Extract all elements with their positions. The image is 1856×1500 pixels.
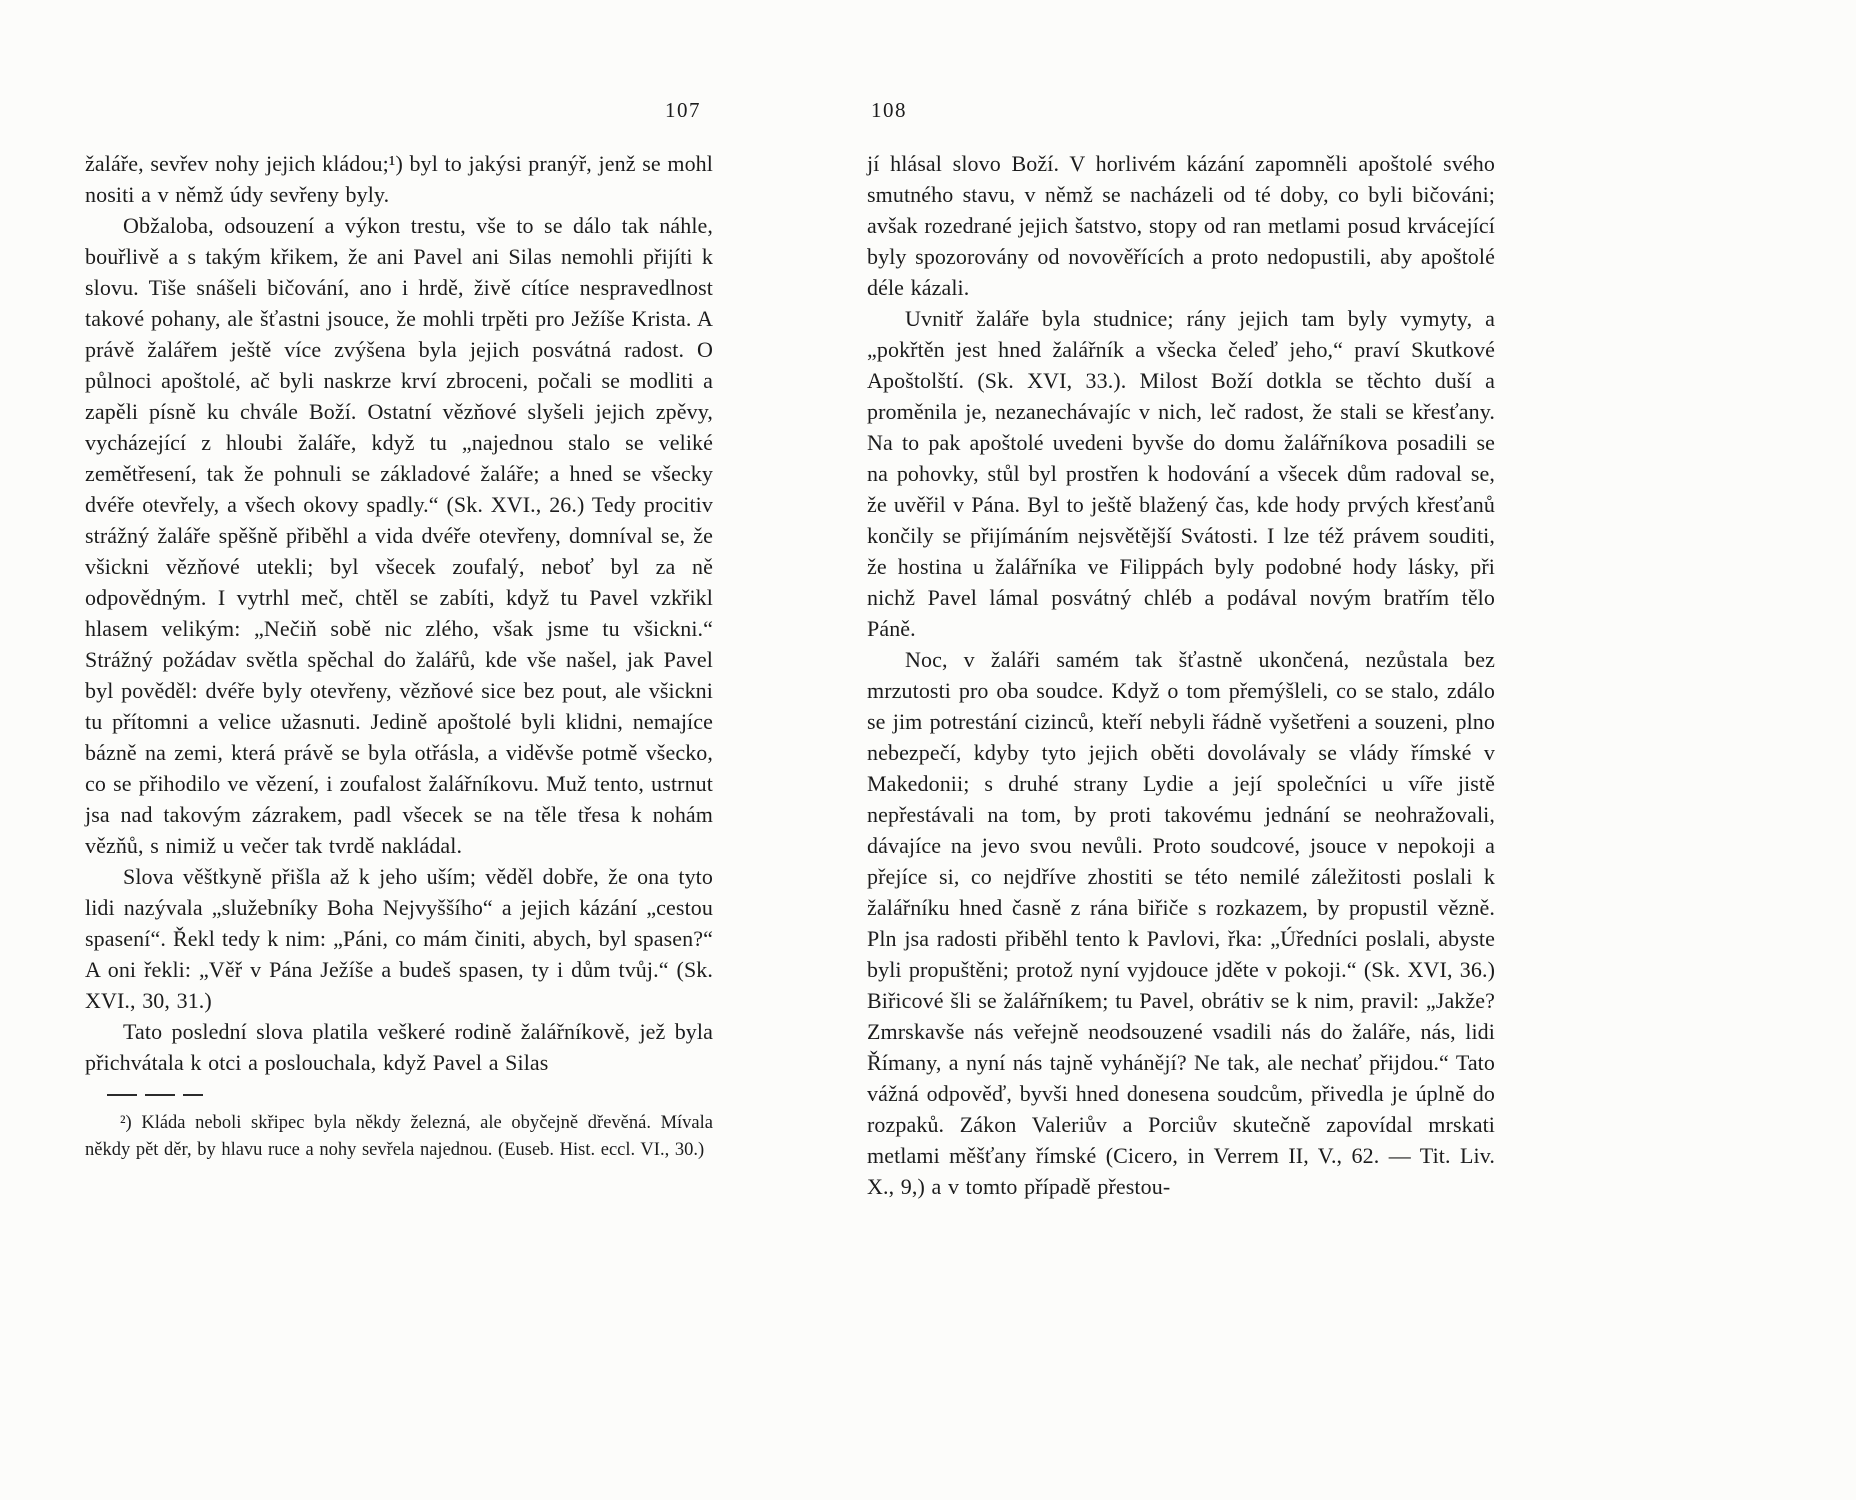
page-108 (867, 98, 1495, 1202)
page-107 (85, 98, 713, 1164)
body-paragraph: Slova věštkyně přišla až k jeho uším; věděl dobře, že ona tyto lidi nazývala „služebníky Boha Nejvyššího“ a jejich kázání „cestou spasení“. Řekl tedy k nim: „Páni, co mám činiti, abych, byl spasen?“ A oni řekli: „Věř v Pána Ježíše a budeš spasen, ty i dům tvůj.“ (Sk. XVI., 30, 31.) (85, 864, 713, 1013)
body-paragraph: Uvnitř žaláře byla studnice; rány jejich tam byly vymyty, a „pokřtěn jest hned žalářník a všecka čeleď jeho,“ praví Skutkové Apoštolští. (Sk. XVI, 33.). Milost Boží dotkla se těchto duší a proměnila je, nezanechávajíc v nich, leč radost, že stali se křesťany. Na to pak apoštolé uvedeni byvše do domu žalářníkova posadili se na pohovky, stůl byl prostřen k hodování a všecek dům radoval se, že uvěřil v Pána. Byl to ještě blažený čas, kde hody prvých křesťanů končily se přijímáním nejsvětější Svátosti. I lze též právem souditi, že hostina u žalářníka ve Filippách byly podobné hody lásky, při nichž Pavel lámal posvátný chléb a podával novým bratřím tělo Páně. (867, 306, 1495, 641)
body-paragraph: Obžaloba, odsouzení a výkon trestu, vše to se dálo tak náhle, bouřlivě a s takým křikem, že ani Pavel ani Silas nemohli přijíti k slovu. Tiše snášeli bičování, ano i hrdě, živě cítíce nespravedlnost takové pohany, ale šťastni jsouce, že mohli trpěti pro Ježíše Krista. A právě žalářem ještě více zvýšena byla jejich posvátná radost. O půlnoci apoštolé, ač byli naskrze krví zbroceni, počali se modliti a zapěli písně ku chvále Boží. Ostatní vězňové slyšeli jejich zpěvy, vycházející z hloubi žaláře, když tu „najednou stalo se veliké zemětřesení, tak že pohnuli se základové žaláře; a hned se všecky dvéře otevřely, a všech okovy spadly.“ (Sk. XVI., 26.) Tedy procitiv strážný žaláře spěšně přiběhl a vida dvéře otevřeny, domníval se, že všickni vězňové utekli; byl všecek zoufalý, neboť byl za ně odpovědným. I vytrhl meč, chtěl se zabíti, když tu Pavel vzkřikl hlasem velikým: „Nečiň sobě nic zlého, však jsme tu všickni.“ Strážný požádav světla spěchal do žalářů, kde vše našel, jak Pavel byl pověděl: dvéře byly otevřeny, vězňové sice bez pout, ale všickni tu přítomni a velice užasnuti. Jedině apoštolé byli klidni, nemajíce bázně na zemi, která právě se byla otřásla, a viděvše potmě všecko, co se přihodilo ve vězení, i zoufalost žalářníkovu. Muž tento, ustrnut jsa nad takovým zázrakem, padl všecek se na těle třesa k nohám vězňů, s nimiž u večer tak tvrdě nakládal. (85, 213, 713, 858)
footnote-block (85, 1094, 713, 1164)
footnote-text: ²) Kláda neboli skřipec byla někdy železná, ale obyčejně dřevěná. Mívala někdy pět děr, by hlavu ruce a nohy sevřela najednou. (Euseb. Hist. eccl. VI., 30.) (85, 1113, 713, 1160)
page-number-right: 108 (871, 98, 907, 122)
footnote-separator-rule (107, 1094, 203, 1096)
body-paragraph: žaláře, sevřev nohy jejich kládou;¹) byl to jakýsi pranýř, jenž se mohl nositi a v němž údy sevřeny byly. (85, 151, 713, 207)
body-paragraph: Tato poslední slova platila veškeré rodině žalářníkově, jež byla přichvátala k otci a poslouchala, když Pavel a Silas (85, 1019, 713, 1075)
body-paragraph: Noc, v žaláři samém tak šťastně ukončená, nezůstala bez mrzutosti pro oba soudce. Když o tom přemýšleli, co se stalo, zdálo se jim potrestání cizinců, kteří nebyli řádně vyšetřeni a souzeni, plno nebezpečí, kdyby tyto jejich oběti dovolávaly se vlády římské v Makedonii; s druhé strany Lydie a její společníci u víře jistě nepřestávali na tom, by proti takovému jednání se neohražovali, dávajíce na jevo svou nevůli. Proto soudcové, jsouce v nepokoji a přejíce si, co nejdříve zhostiti se této nemilé záležitosti poslali k žalářníku hned časně z rána biřiče s rozkazem, by propustil vězně. Pln jsa radosti přiběhl tento k Pavlovi, řka: „Úředníci poslali, abyste byli propuštěni; protož nyní vyjdouce jděte v pokoji.“ (Sk. XVI, 36.) Biřicové šli se žalářníkem; tu Pavel, obrátiv se k nim, pravil: „Jakže? Zmrskavše nás veřejně neodsouzené vsadili nás do žaláře, nás, lidi Římany, a nyní nás tajně vyhánějí? Ne tak, ale nechať přijdou.“ Tato vážná odpověď, byvši hned donesena soudcům, přivedla je úplně do rozpaků. Zákon Valeriův a Porciův skutečně zapovídal mrskati metlami měšťany římské (Cicero, in Verrem II, V., 62. — Tit. Liv. X., 9,) a v tomto případě přestou- (867, 647, 1495, 1199)
page-number-left: 107 (665, 98, 701, 122)
body-paragraph: jí hlásal slovo Boží. V horlivém kázání zapomněli apoštolé svého smutného stavu, v němž se nacházeli od té doby, co byli bičováni; avšak rozedrané jejich šatstvo, stopy od ran metlami posud krvácející byly spozorovány od novověřících a proto nedopustili, aby apoštolé déle kázali. (867, 151, 1495, 300)
